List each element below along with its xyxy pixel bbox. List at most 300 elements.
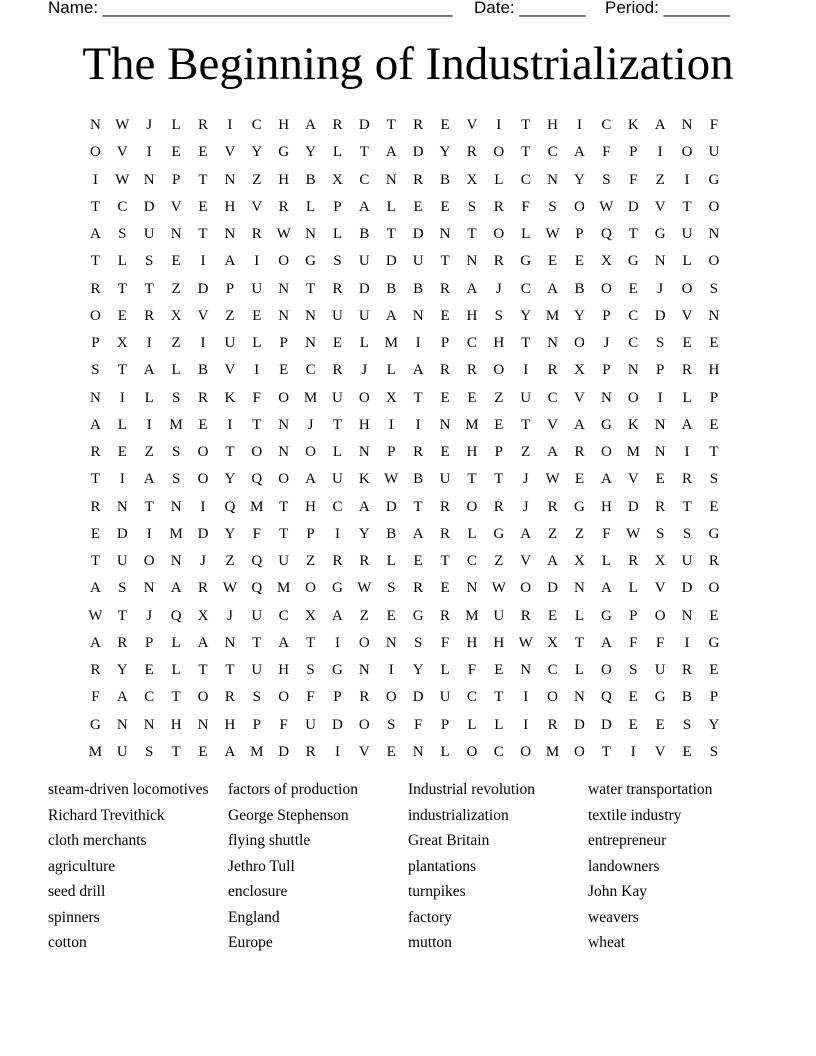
grid-letter: N bbox=[520, 662, 532, 678]
grid-letter: T bbox=[144, 280, 154, 297]
grid-letter: R bbox=[440, 525, 451, 542]
grid-letter: Y bbox=[412, 662, 424, 678]
grid-letter: G bbox=[708, 171, 720, 188]
grid-letter: C bbox=[601, 117, 612, 133]
grid-letter: A bbox=[600, 580, 612, 597]
grid-letter: S bbox=[494, 307, 503, 324]
grid-letter: W bbox=[115, 171, 130, 188]
grid-letter: R bbox=[90, 280, 101, 297]
grid-letter: R bbox=[682, 362, 693, 379]
grid-letter: T bbox=[521, 117, 531, 133]
grid-letter: F bbox=[252, 389, 261, 406]
grid-letter: N bbox=[224, 634, 236, 651]
grid-letter: I bbox=[415, 416, 421, 433]
grid-letter: H bbox=[170, 716, 182, 733]
word-list-item: steam-driven locomotives bbox=[48, 781, 209, 798]
grid-letter: B bbox=[574, 280, 585, 297]
word-list-item: wheat bbox=[588, 934, 626, 951]
grid-letter: E bbox=[279, 362, 289, 379]
grid-letter: I bbox=[334, 525, 340, 542]
word-list-item: Industrial revolution bbox=[408, 781, 535, 798]
grid-letter: R bbox=[90, 498, 101, 515]
word-list-item: factory bbox=[408, 908, 452, 926]
grid-letter: R bbox=[332, 362, 343, 379]
grid-letter: N bbox=[412, 307, 424, 324]
grid-letter: N bbox=[358, 444, 370, 460]
grid-letter: N bbox=[90, 389, 101, 406]
grid-letter: G bbox=[600, 416, 612, 433]
grid-letter: V bbox=[654, 743, 666, 760]
grid-letter: N bbox=[305, 226, 316, 242]
grid-letter: V bbox=[654, 198, 666, 215]
grid-letter: A bbox=[143, 362, 155, 379]
grid-letter: F bbox=[91, 689, 100, 706]
grid-letter: S bbox=[629, 662, 638, 678]
grid-letter: S bbox=[709, 743, 719, 760]
word-list-item: John Kay bbox=[588, 883, 647, 900]
grid-letter: E bbox=[682, 335, 692, 351]
grid-letter: O bbox=[90, 307, 101, 324]
grid-letter: S bbox=[387, 716, 396, 733]
grid-letter: C bbox=[278, 607, 289, 624]
grid-letter: L bbox=[117, 416, 127, 433]
grid-letter: D bbox=[627, 498, 639, 515]
grid-letter: U bbox=[116, 743, 128, 760]
grid-letter: E bbox=[574, 471, 585, 488]
grid-letter: L bbox=[521, 226, 531, 242]
grid-letter: S bbox=[118, 226, 127, 242]
grid-letter: M bbox=[384, 335, 398, 351]
grid-letter: G bbox=[574, 498, 585, 515]
grid-letter: I bbox=[523, 362, 529, 379]
grid-letter: A bbox=[358, 198, 370, 215]
grid-letter: T bbox=[225, 662, 235, 678]
grid-letter: R bbox=[682, 662, 693, 678]
word-list-item: mutton bbox=[408, 934, 452, 951]
grid-letter: Y bbox=[439, 144, 451, 161]
grid-letter: D bbox=[143, 198, 155, 215]
grid-letter: T bbox=[279, 525, 289, 542]
word-list-item: Jethro Tull bbox=[228, 857, 295, 875]
student-info-header bbox=[48, 0, 768, 20]
grid-letter: O bbox=[278, 253, 290, 270]
grid-letter: T bbox=[305, 280, 316, 297]
grid-letter: O bbox=[547, 689, 558, 706]
grid-letter: S bbox=[145, 743, 154, 760]
grid-letter: L bbox=[171, 362, 181, 379]
grid-letter: R bbox=[198, 580, 209, 597]
grid-letter: R bbox=[198, 389, 209, 406]
grid-letter: V bbox=[520, 553, 532, 569]
grid-letter: N bbox=[627, 362, 639, 379]
grid-letter: B bbox=[682, 689, 693, 706]
grid-letter: T bbox=[413, 389, 423, 406]
grid-letter: X bbox=[574, 553, 585, 569]
grid-letter: L bbox=[386, 553, 396, 569]
grid-letter: L bbox=[171, 117, 181, 133]
grid-letter: L bbox=[171, 662, 181, 678]
grid-letter: R bbox=[493, 253, 504, 270]
grid-letter: R bbox=[655, 498, 666, 515]
grid-letter: U bbox=[278, 553, 290, 569]
grid-letter: I bbox=[200, 498, 206, 515]
grid-letter: D bbox=[574, 716, 585, 733]
grid-letter: A bbox=[654, 117, 666, 133]
grid-letter: W bbox=[357, 580, 372, 597]
grid-letter: A bbox=[116, 689, 128, 706]
grid-letter: A bbox=[600, 471, 612, 488]
grid-letter: E bbox=[548, 253, 558, 270]
word-list-item: landowners bbox=[588, 857, 660, 875]
word-list-item: weavers bbox=[588, 908, 639, 926]
grid-letter: Z bbox=[359, 607, 369, 624]
grid-letter: U bbox=[224, 335, 236, 351]
grid-letter: O bbox=[600, 444, 612, 460]
grid-letter: W bbox=[518, 634, 533, 651]
grid-letter: T bbox=[90, 553, 101, 569]
grid-letter: I bbox=[684, 444, 690, 460]
grid-letter: S bbox=[91, 362, 100, 379]
grid-letter: U bbox=[332, 471, 343, 488]
grid-letter: N bbox=[466, 253, 478, 270]
grid-letter: U bbox=[412, 253, 424, 270]
grid-letter: W bbox=[88, 607, 103, 624]
grid-letter: O bbox=[681, 280, 693, 297]
grid-letter: L bbox=[332, 444, 343, 460]
grid-letter: C bbox=[466, 335, 477, 351]
grid-letter: E bbox=[548, 607, 558, 624]
word-list-item: England bbox=[228, 908, 280, 926]
grid-letter: I bbox=[92, 171, 98, 188]
grid-letter: P bbox=[629, 144, 638, 161]
grid-letter: L bbox=[386, 362, 396, 379]
grid-letter: O bbox=[520, 743, 532, 760]
grid-letter: Q bbox=[600, 689, 612, 706]
grid-letter: P bbox=[225, 280, 235, 297]
grid-letter: V bbox=[170, 198, 182, 215]
grid-letter: P bbox=[333, 689, 342, 706]
word-list-item: industrialization bbox=[408, 806, 509, 824]
grid-letter: I bbox=[227, 416, 233, 433]
grid-letter: D bbox=[600, 716, 612, 733]
grid-letter: P bbox=[252, 716, 261, 733]
grid-letter: L bbox=[467, 525, 477, 542]
grid-letter: N bbox=[574, 580, 585, 597]
grid-letter: E bbox=[198, 198, 208, 215]
grid-letter: Y bbox=[224, 525, 236, 542]
grid-letter: Y bbox=[574, 171, 585, 188]
grid-letter: N bbox=[305, 335, 316, 351]
grid-letter: O bbox=[358, 389, 370, 406]
word-list-item: factors of production bbox=[228, 781, 358, 798]
grid-letter: F bbox=[655, 634, 665, 651]
grid-letter: J bbox=[522, 498, 529, 515]
grid-letter: O bbox=[493, 362, 505, 379]
grid-letter: H bbox=[547, 117, 558, 133]
grid-letter: N bbox=[170, 498, 182, 515]
grid-letter: H bbox=[278, 662, 290, 678]
grid-letter: O bbox=[520, 580, 532, 597]
grid-letter: K bbox=[358, 471, 370, 488]
page-title: The Beginning of Industrialization bbox=[82, 38, 734, 90]
grid-letter: G bbox=[278, 144, 290, 161]
grid-letter: G bbox=[708, 634, 720, 651]
grid-letter: C bbox=[520, 280, 531, 297]
grid-letter: S bbox=[709, 471, 719, 488]
grid-letter: E bbox=[655, 716, 665, 733]
grid-letter: B bbox=[386, 525, 397, 542]
grid-letter: R bbox=[117, 634, 128, 651]
grid-letter: F bbox=[602, 525, 611, 542]
grid-letter: D bbox=[412, 689, 424, 706]
grid-letter: E bbox=[332, 335, 343, 351]
grid-letter: M bbox=[545, 743, 560, 760]
grid-letter: A bbox=[332, 607, 343, 624]
grid-letter: N bbox=[681, 117, 693, 133]
word-list-item: seed drill bbox=[48, 883, 106, 900]
word-list bbox=[48, 779, 768, 958]
grid-letter: I bbox=[657, 144, 663, 161]
grid-letter: D bbox=[412, 226, 424, 242]
grid-letter: M bbox=[465, 416, 479, 433]
grid-letter: O bbox=[305, 444, 316, 460]
grid-letter: A bbox=[385, 307, 397, 324]
grid-letter: R bbox=[359, 553, 370, 569]
grid-letter: C bbox=[547, 662, 558, 678]
grid-letter: R bbox=[305, 743, 316, 760]
grid-letter: D bbox=[385, 498, 397, 515]
grid-letter: G bbox=[520, 253, 532, 270]
grid-letter: S bbox=[467, 198, 477, 215]
grid-letter: N bbox=[708, 307, 720, 324]
grid-letter: N bbox=[224, 226, 236, 242]
grid-letter: T bbox=[90, 253, 101, 270]
grid-letter: H bbox=[493, 634, 505, 651]
grid-letter: D bbox=[197, 525, 209, 542]
grid-letter: D bbox=[278, 743, 290, 760]
grid-letter: X bbox=[197, 607, 209, 624]
grid-letter: P bbox=[145, 634, 154, 651]
grid-letter: E bbox=[171, 253, 181, 270]
grid-letter: A bbox=[547, 280, 558, 297]
grid-letter: E bbox=[386, 743, 396, 760]
grid-letter: Y bbox=[520, 307, 532, 324]
grid-letter: W bbox=[545, 226, 560, 242]
grid-letter: O bbox=[197, 444, 209, 460]
grid-letter: C bbox=[520, 171, 531, 188]
grid-letter: P bbox=[171, 171, 181, 188]
grid-letter: V bbox=[251, 198, 263, 215]
grid-letter: U bbox=[116, 553, 128, 569]
grid-letter: B bbox=[305, 171, 316, 188]
grid-letter: R bbox=[440, 498, 451, 515]
grid-letter: C bbox=[493, 743, 504, 760]
grid-letter: N bbox=[439, 416, 451, 433]
grid-letter: M bbox=[250, 498, 264, 515]
grid-letter: E bbox=[198, 416, 208, 433]
grid-letter: T bbox=[521, 144, 531, 161]
word-list-item: Europe bbox=[228, 934, 273, 951]
grid-letter: M bbox=[88, 743, 103, 760]
word-list-item: George Stephenson bbox=[228, 806, 349, 824]
grid-letter: O bbox=[708, 253, 720, 270]
grid-letter: Q bbox=[251, 553, 263, 569]
grid-letter: U bbox=[251, 662, 263, 678]
grid-letter: W bbox=[384, 471, 399, 488]
grid-letter: A bbox=[90, 416, 101, 433]
grid-letter: T bbox=[386, 117, 396, 133]
grid-letter: X bbox=[170, 307, 182, 324]
grid-letter: V bbox=[358, 743, 370, 760]
grid-letter: N bbox=[439, 226, 451, 242]
grid-letter: C bbox=[144, 689, 155, 706]
grid-letter: G bbox=[332, 580, 343, 597]
grid-letter: R bbox=[547, 362, 558, 379]
grid-letter: R bbox=[520, 607, 531, 624]
grid-letter: C bbox=[466, 689, 477, 706]
grid-letter: V bbox=[574, 389, 585, 406]
grid-letter: H bbox=[600, 498, 612, 515]
grid-letter: U bbox=[654, 662, 666, 678]
grid-letter: M bbox=[465, 607, 479, 624]
grid-letter: Y bbox=[224, 471, 236, 488]
grid-letter: N bbox=[466, 580, 478, 597]
grid-letter: B bbox=[413, 280, 424, 297]
grid-letter: U bbox=[681, 553, 693, 569]
grid-letter: H bbox=[466, 307, 478, 324]
grid-letter: F bbox=[521, 198, 530, 215]
grid-letter: P bbox=[306, 525, 315, 542]
grid-letter: D bbox=[197, 280, 209, 297]
grid-letter: S bbox=[171, 444, 181, 460]
grid-letter: T bbox=[709, 444, 719, 460]
grid-letter: T bbox=[413, 498, 423, 515]
grid-letter: Z bbox=[171, 335, 181, 351]
grid-letter: F bbox=[629, 634, 638, 651]
grid-letter: N bbox=[90, 117, 101, 133]
grid-letter: N bbox=[278, 416, 290, 433]
word-list-item: agriculture bbox=[48, 857, 116, 875]
grid-letter: J bbox=[495, 280, 502, 297]
grid-letter: R bbox=[440, 280, 451, 297]
grid-letter: N bbox=[600, 389, 612, 406]
grid-letter: N bbox=[547, 171, 558, 188]
grid-letter: X bbox=[385, 389, 397, 406]
grid-letter: L bbox=[601, 553, 611, 569]
grid-letter: U bbox=[681, 226, 693, 242]
grid-letter: E bbox=[413, 198, 423, 215]
grid-letter: N bbox=[278, 444, 290, 460]
grid-letter: C bbox=[305, 362, 316, 379]
grid-letter: P bbox=[494, 444, 503, 460]
grid-letter: J bbox=[146, 607, 153, 624]
grid-letter: E bbox=[440, 117, 450, 133]
grid-letter: Z bbox=[144, 444, 154, 460]
grid-letter: K bbox=[627, 117, 639, 133]
grid-letter: L bbox=[332, 226, 343, 242]
grid-letter: R bbox=[332, 117, 343, 133]
grid-letter: R bbox=[440, 607, 451, 624]
grid-letter: C bbox=[251, 117, 262, 133]
grid-letter: C bbox=[117, 198, 128, 215]
grid-letter: L bbox=[682, 389, 692, 406]
grid-letter: L bbox=[440, 662, 450, 678]
grid-letter: Q bbox=[251, 471, 263, 488]
grid-letter: F bbox=[252, 525, 261, 542]
grid-letter: U bbox=[358, 307, 370, 324]
grid-letter: N bbox=[170, 553, 182, 569]
grid-letter: W bbox=[599, 198, 614, 215]
grid-letter: E bbox=[413, 553, 423, 569]
grid-letter: Q bbox=[170, 607, 182, 624]
grid-letter: T bbox=[682, 198, 692, 215]
grid-letter: O bbox=[681, 144, 693, 161]
grid-letter: L bbox=[305, 198, 316, 215]
grid-letter: G bbox=[654, 689, 666, 706]
grid-letter: L bbox=[628, 580, 638, 597]
grid-letter: E bbox=[494, 662, 504, 678]
grid-letter: T bbox=[198, 171, 208, 188]
word-list-item: enclosure bbox=[228, 883, 288, 900]
grid-letter: R bbox=[413, 117, 424, 133]
grid-letter: S bbox=[682, 716, 692, 733]
grid-letter: V bbox=[224, 362, 236, 379]
grid-letter: B bbox=[386, 280, 397, 297]
grid-letter: R bbox=[251, 226, 262, 242]
grid-letter: A bbox=[412, 362, 424, 379]
grid-letter: A bbox=[305, 117, 316, 133]
grid-letter: T bbox=[628, 226, 638, 242]
grid-letter: U bbox=[251, 280, 263, 297]
grid-letter: C bbox=[466, 553, 477, 569]
grid-letter: E bbox=[440, 198, 450, 215]
grid-letter: E bbox=[709, 662, 719, 678]
grid-letter: R bbox=[144, 307, 155, 324]
grid-letter: O bbox=[143, 553, 155, 569]
grid-letter: P bbox=[387, 444, 396, 460]
grid-letter: L bbox=[332, 144, 343, 161]
grid-letter: O bbox=[493, 144, 505, 161]
grid-letter: S bbox=[145, 253, 154, 270]
grid-letter: R bbox=[628, 553, 639, 569]
grid-letter: R bbox=[574, 444, 585, 460]
grid-letter: I bbox=[254, 362, 260, 379]
grid-letter: D bbox=[332, 716, 343, 733]
grid-letter: O bbox=[466, 498, 478, 515]
grid-letter: L bbox=[574, 662, 585, 678]
grid-letter: O bbox=[574, 335, 585, 351]
grid-letter: B bbox=[440, 171, 451, 188]
grid-letter: J bbox=[226, 607, 233, 624]
grid-letter: O bbox=[197, 689, 209, 706]
grid-letter: Y bbox=[358, 525, 370, 542]
grid-letter: C bbox=[547, 389, 558, 406]
grid-letter: O bbox=[708, 198, 720, 215]
grid-letter: T bbox=[117, 607, 127, 624]
grid-letter: S bbox=[252, 689, 261, 706]
grid-letter: E bbox=[709, 498, 719, 515]
period-field-label: Period: _______ bbox=[605, 0, 730, 17]
grid-letter: P bbox=[709, 689, 719, 706]
grid-letter: T bbox=[521, 335, 531, 351]
grid-letter: G bbox=[332, 662, 343, 678]
grid-letter: S bbox=[387, 580, 396, 597]
grid-letter: T bbox=[117, 280, 127, 297]
grid-letter: E bbox=[628, 280, 638, 297]
grid-letter: P bbox=[91, 335, 100, 351]
grid-letter: E bbox=[682, 743, 692, 760]
grid-letter: E bbox=[709, 335, 719, 351]
